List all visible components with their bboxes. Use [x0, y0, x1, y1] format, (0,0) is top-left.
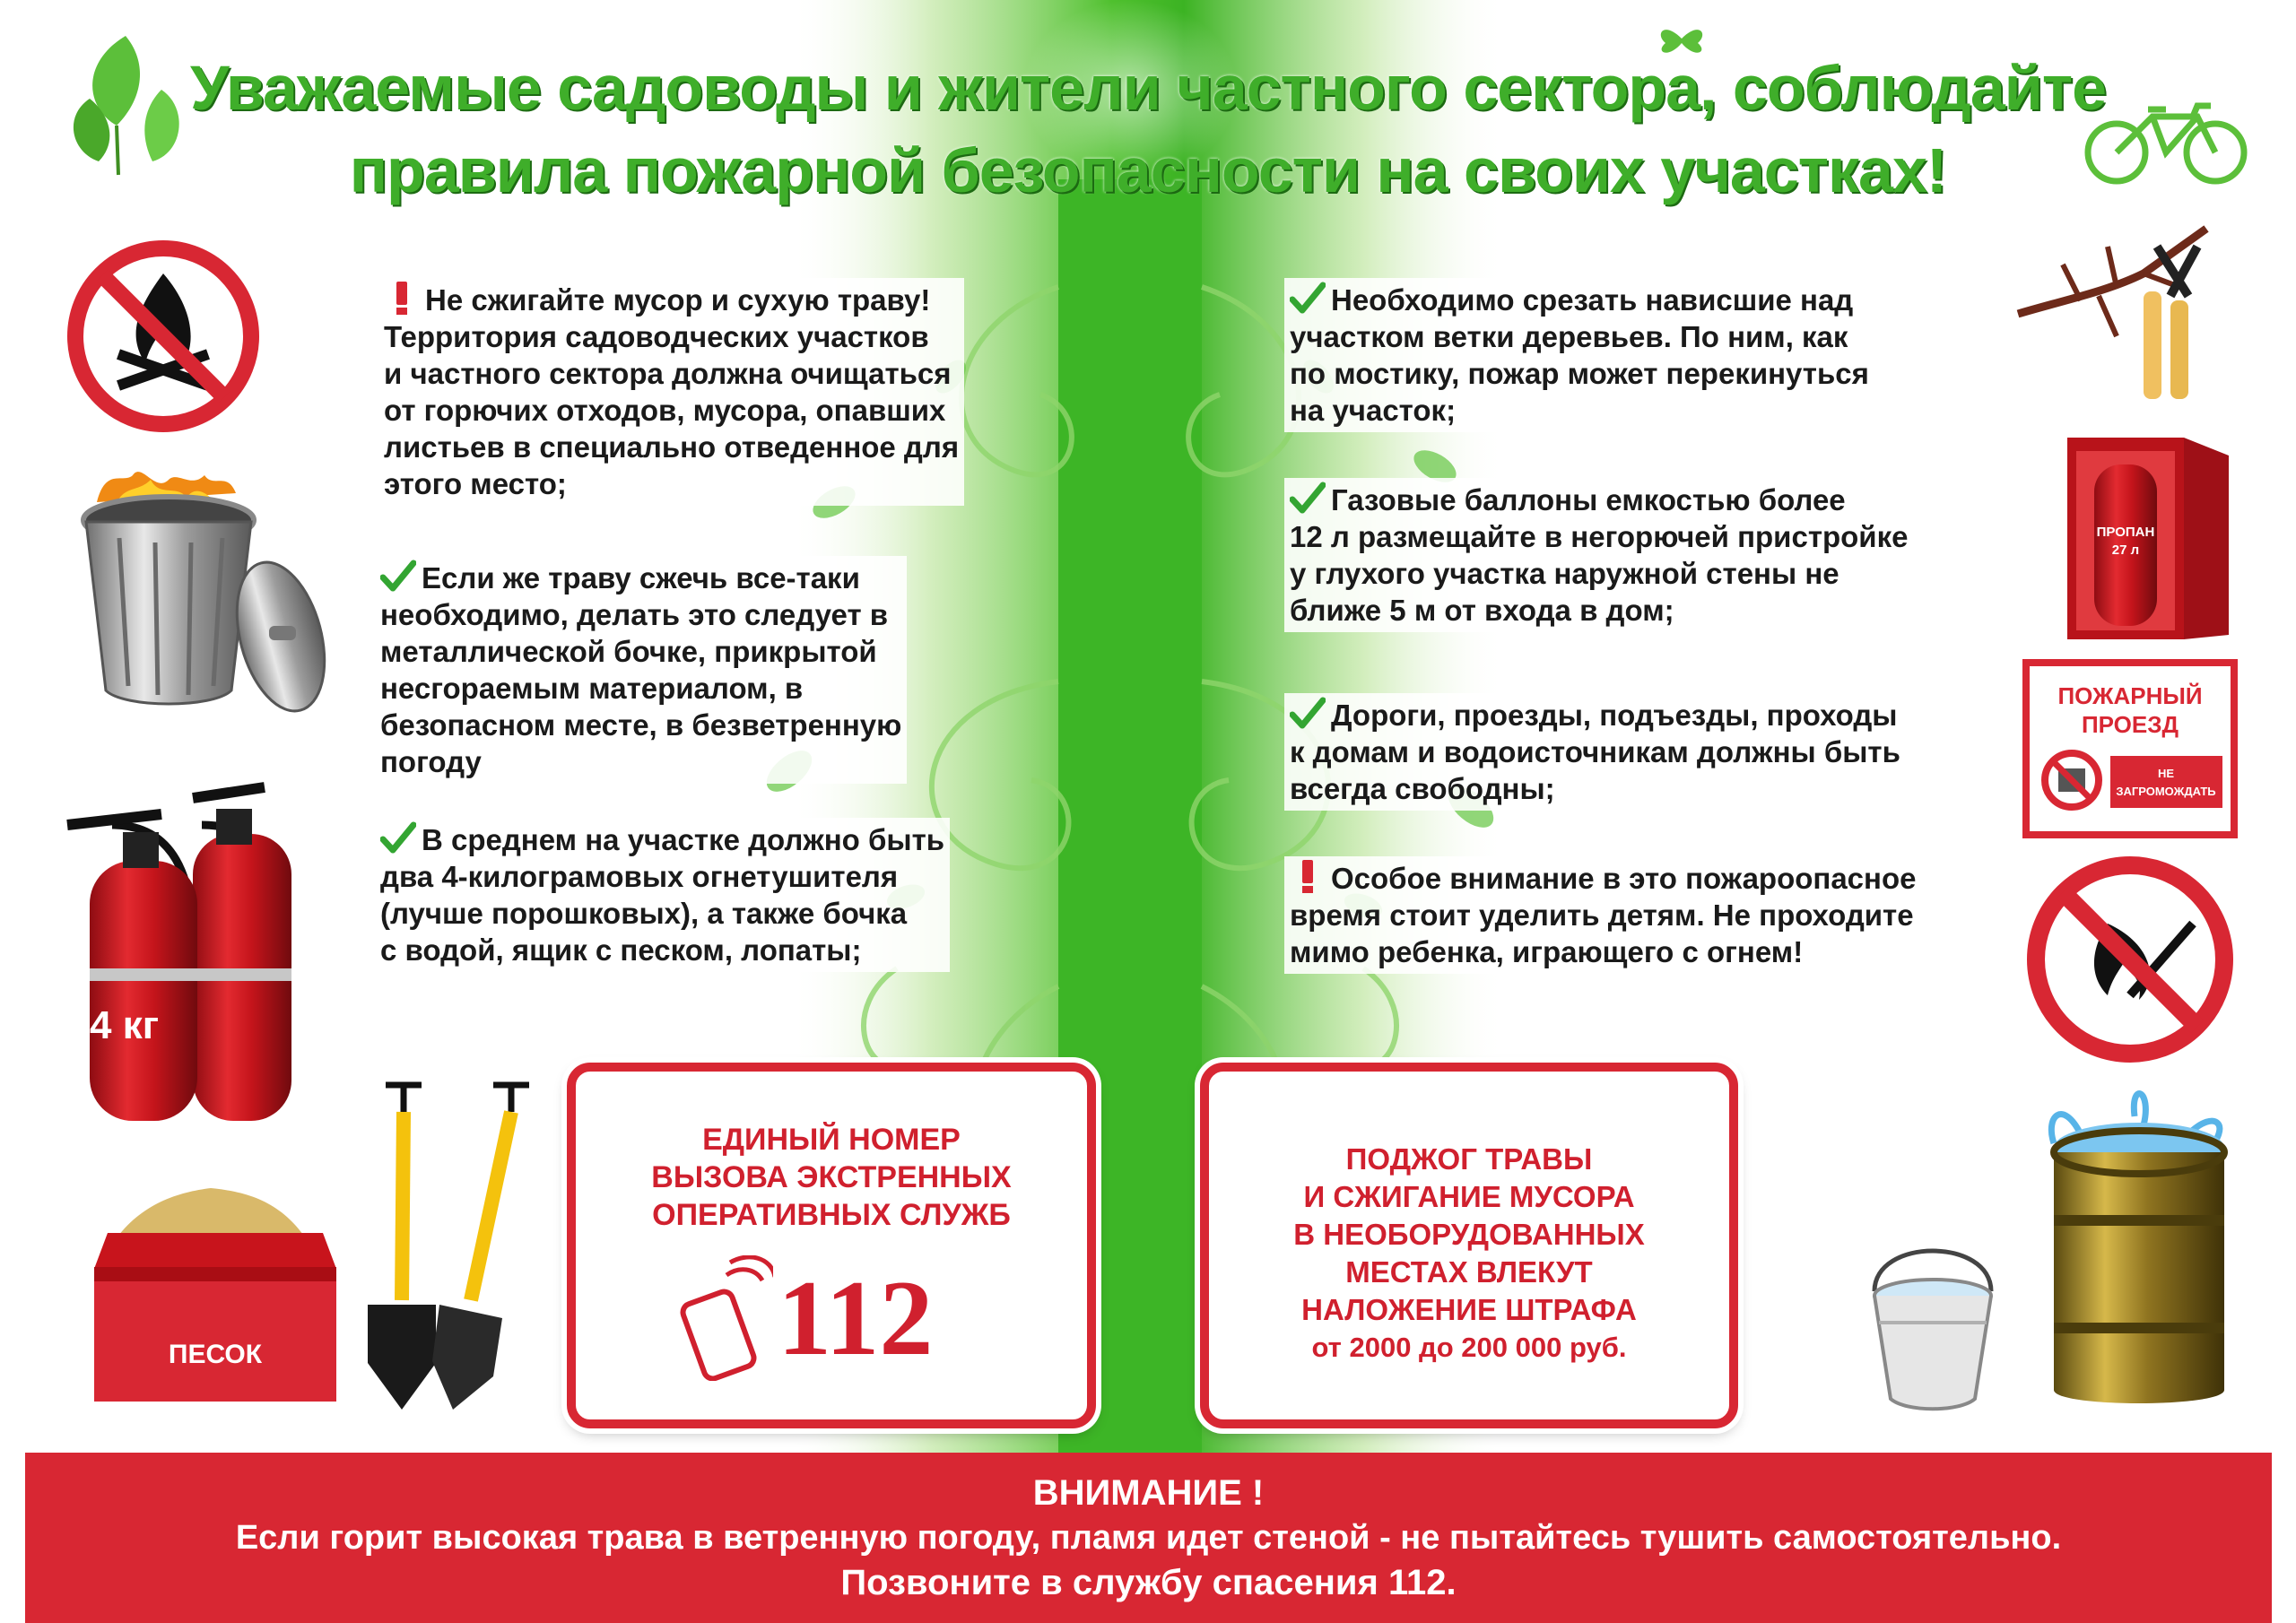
rule-metal-barrel-line-3: металлической бочке, прикрытой — [380, 635, 877, 668]
rule-burning-ban-line-2: Территория садоводческих участков — [384, 320, 929, 353]
rule-tree-branches — [1284, 278, 1874, 432]
fire-lane-sign — [2022, 659, 2238, 838]
rule-extinguishers-line-3: (лучше порошковых), а также бочка — [380, 897, 908, 930]
emergency-line-3: ОПЕРАТИВНЫХ СЛУЖБ — [652, 1198, 1011, 1232]
rule-burning-ban-line-4: от горючих отходов, мусора, опавших — [384, 394, 946, 427]
checkmark-icon — [1290, 480, 1326, 516]
rule-burning-ban-line-5: листьев в специально отведенное для — [384, 430, 960, 464]
emergency-number: 112 — [778, 1258, 934, 1377]
rule-children-line-1: Особое внимание в это пожароопасное — [1290, 858, 1916, 897]
sand-box-icon — [76, 1170, 345, 1412]
burning-trash-can-icon — [70, 466, 330, 717]
title-line-1: Уважаемые садоводы и жители частного сектора, соблюдайте — [189, 53, 2107, 123]
rule-burning-ban-line-3: и частного сектора должна очищаться — [384, 357, 952, 390]
fire-lane-title-2: ПРОЕЗД — [2081, 711, 2179, 738]
rule-children — [1284, 856, 1921, 974]
bottom-warning-banner — [25, 1453, 2272, 1623]
rule-gas-cylinders-line-2: 12 л размещайте в негорючей пристройке — [1290, 520, 1909, 553]
water-bucket-icon — [1857, 1246, 2009, 1417]
rule-tree-branches-line-4: на участок; — [1290, 394, 1457, 427]
rule-extinguishers — [375, 818, 950, 972]
exclamation-icon — [384, 280, 420, 316]
rule-burning-ban-line-6: этого место; — [384, 467, 567, 500]
exclamation-icon — [1290, 858, 1326, 894]
tree-branch-and-pruner-icon — [2009, 211, 2215, 404]
banner-heading: ВНИМАНИЕ ! — [1032, 1473, 1265, 1513]
rule-gas-cylinders-line-4: ближе 5 м от входа в дом; — [1290, 594, 1674, 627]
fire-lane-plate-2: ЗАГРОМОЖДАТЬ — [2116, 785, 2216, 798]
emergency-number-box — [567, 1063, 1096, 1428]
gas-cylinder-label: ПРОПАН — [2096, 525, 2155, 540]
rule-metal-barrel-line-1: Если же траву сжечь все-таки — [380, 558, 901, 596]
no-fire-sign-icon — [65, 238, 262, 435]
fire-extinguishers-icon — [58, 762, 314, 1121]
rule-tree-branches-line-1: Необходимо срезать нависшие над — [1290, 280, 1869, 318]
fire-lane-title-1: ПОЖАРНЫЙ — [2057, 682, 2203, 709]
no-matches-sign-icon — [2022, 852, 2238, 1067]
rule-clear-roads-line-3: всегда свободны; — [1290, 772, 1555, 805]
rule-metal-barrel-line-4: несгораемым материалом, в — [380, 672, 804, 705]
rule-gas-cylinders-line-1: Газовые баллоны емкостью более — [1290, 480, 1908, 518]
rule-gas-cylinders-line-3: у глухого участка наружной стены не — [1290, 557, 1839, 590]
rule-gas-cylinders — [1284, 478, 1913, 632]
rule-metal-barrel-line-6: погоду — [380, 745, 482, 778]
fine-amount: от 2000 до 200 000 руб. — [1311, 1332, 1627, 1363]
checkmark-icon — [1290, 695, 1326, 731]
rule-clear-roads — [1284, 693, 1906, 811]
rule-burning-ban-line-1: Не сжигайте мусор и сухую траву! — [384, 280, 959, 318]
fine-line-3: В НЕОБОРУДОВАННЫХ — [1293, 1218, 1645, 1251]
rule-clear-roads-line-1: Дороги, проезды, подъезды, проходы — [1290, 695, 1900, 733]
extinguisher-label: 4 кг — [90, 1003, 160, 1047]
rule-extinguishers-line-2: два 4-килограмовых огнетушителя — [380, 860, 899, 893]
fine-line-2: И СЖИГАНИЕ МУСОРА — [1303, 1180, 1635, 1213]
rule-burning-ban — [378, 278, 964, 506]
fine-warning-box — [1200, 1063, 1738, 1428]
phone-icon — [674, 1255, 773, 1381]
banner-line-2: Позвоните в службу спасения 112. — [840, 1563, 1457, 1602]
page-title — [161, 47, 2135, 212]
banner-line-1: Если горит высокая трава в ветренную погоду, пламя идет стеной - не пытайтесь тушить самостоятельно. — [235, 1519, 2062, 1557]
rule-metal-barrel-line-2: необходимо, делать это следует в — [380, 598, 889, 631]
rule-extinguishers-line-1: В среднем на участке должно быть — [380, 820, 944, 858]
water-barrel-icon — [2027, 1081, 2251, 1412]
checkmark-icon — [380, 558, 416, 594]
fire-lane-plate-1: НЕ — [2157, 767, 2175, 780]
sand-box-label: ПЕСОК — [168, 1340, 263, 1369]
rule-metal-barrel — [375, 556, 907, 784]
rule-tree-branches-line-2: участком ветки деревьев. По ним, как — [1290, 320, 1848, 353]
rule-metal-barrel-line-5: безопасном месте, в безветренную — [380, 708, 902, 742]
rule-children-line-2: время стоит уделить детям. Не проходите — [1290, 898, 1914, 932]
emergency-line-2: ВЫЗОВА ЭКСТРЕННЫХ — [651, 1160, 1012, 1194]
fine-line-1: ПОДЖОГ ТРАВЫ — [1345, 1142, 1593, 1176]
gas-cylinder-cabinet-icon — [2058, 429, 2238, 644]
rule-clear-roads-line-2: к домам и водоисточникам должны быть — [1290, 735, 1900, 768]
rule-extinguishers-line-4: с водой, ящик с песком, лопаты; — [380, 933, 862, 967]
title-line-2: правила пожарной безопасности на своих участках! — [349, 135, 1947, 205]
checkmark-icon — [380, 820, 416, 855]
emergency-line-1: ЕДИНЫЙ НОМЕР — [702, 1123, 961, 1157]
gas-cylinder-volume: 27 л — [2111, 542, 2140, 558]
fine-line-5: НАЛОЖЕНИЕ ШТРАФА — [1301, 1293, 1637, 1326]
rule-tree-branches-line-3: по мостику, пожар может перекинуться — [1290, 357, 1869, 390]
checkmark-icon — [1290, 280, 1326, 316]
shovels-icon — [350, 1076, 547, 1417]
fine-line-4: МЕСТАХ ВЛЕКУТ — [1345, 1255, 1593, 1289]
rule-children-line-3: мимо ребенка, играющего с огнем! — [1290, 935, 1804, 968]
